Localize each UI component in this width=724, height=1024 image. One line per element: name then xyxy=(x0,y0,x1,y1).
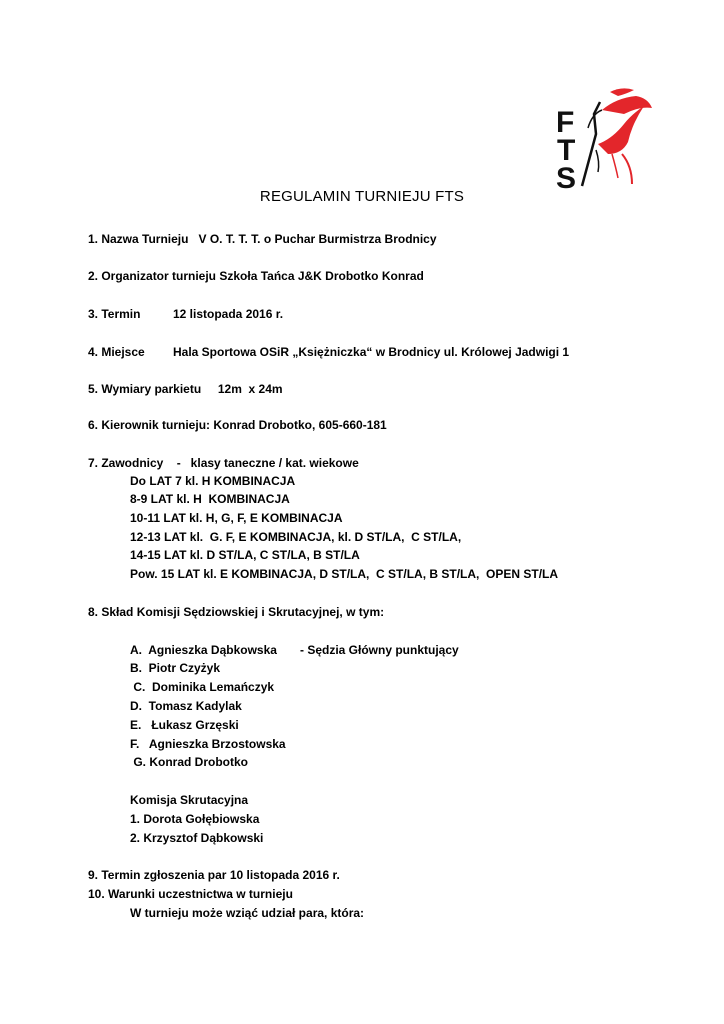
svg-text:T: T xyxy=(557,134,576,167)
item-label: 1. Nazwa Turnieju xyxy=(88,232,189,246)
class-line: 8-9 LAT kl. H KOMBINACJA xyxy=(130,492,290,506)
item-label: 3. Termin xyxy=(88,307,141,321)
class-line: 12-13 LAT kl. G. F, E KOMBINACJA, kl. D ST/LA, C ST/LA, xyxy=(130,530,462,544)
class-line: 14-15 LAT kl. D ST/LA, C ST/LA, B ST/LA xyxy=(130,548,360,562)
item-value: 12m x 24m xyxy=(217,382,283,396)
item-organizer: 2. Organizator turnieju Szkoła Tańca J&K Drobotko Konrad xyxy=(88,269,424,283)
class-line: 10-11 LAT kl. H, G, F, E KOMBINACJA xyxy=(130,511,343,525)
item-conditions-sub: W turnieju może wziąć udział para, która: xyxy=(130,906,365,920)
class-line: Do LAT 7 kl. H KOMBINACJA xyxy=(130,474,296,488)
item-floor-size xyxy=(88,380,283,398)
judge-line: F. Agnieszka Brzostowska xyxy=(130,737,286,751)
item-judges: 8. Skład Komisji Sędziowskiej i Skrutacyjnej, w tym: xyxy=(88,605,385,619)
document-title: REGULAMIN TURNIEJU FTS xyxy=(259,188,465,205)
judge-role: - Sędzia Główny punktujący xyxy=(300,643,459,657)
item-value: V O. T. T. T. o Puchar Burmistrza Brodnicy xyxy=(198,232,437,246)
judge-line: B. Piotr Czyżyk xyxy=(130,661,221,675)
judge-name: A. Agnieszka Dąbkowska xyxy=(130,643,277,657)
class-line: Pow. 15 LAT kl. E KOMBINACJA, D ST/LA, C ST/LA, B ST/LA, OPEN ST/LA xyxy=(130,567,559,581)
item-label: 4. Miejsce xyxy=(88,345,145,359)
judge-line xyxy=(130,641,459,659)
judge-line: D. Tomasz Kadylak xyxy=(130,699,242,713)
scrutiny-line: 2. Krzysztof Dąbkowski xyxy=(130,831,264,845)
item-registration-deadline: 9. Termin zgłoszenia par 10 listopada 2016 r. xyxy=(88,868,340,882)
fts-logo xyxy=(552,84,664,192)
scrutiny-title: Komisja Skrutacyjna xyxy=(130,793,249,807)
item-value: 12 listopada 2016 r. xyxy=(173,307,284,321)
svg-text:S: S xyxy=(556,162,577,192)
judge-line: G. Konrad Drobotko xyxy=(130,755,248,769)
judge-line: E. Łukasz Grzęski xyxy=(130,718,239,732)
scrutiny-line: 1. Dorota Gołębiowska xyxy=(130,812,260,826)
judge-line: C. Dominika Lemańczyk xyxy=(130,680,275,694)
item-tournament-name xyxy=(88,230,437,248)
item-competitors: 7. Zawodnicy - klasy taneczne / kat. wiekowe xyxy=(88,456,359,470)
item-date xyxy=(88,305,283,323)
svg-text:F: F xyxy=(556,106,575,139)
item-label: 5. Wymiary parkietu xyxy=(88,382,202,396)
item-conditions: 10. Warunki uczestnictwa w turnieju xyxy=(88,887,293,901)
item-venue xyxy=(88,343,569,361)
item-manager: 6. Kierownik turnieju: Konrad Drobotko, 605-660-181 xyxy=(88,418,387,432)
item-value: Hala Sportowa OSiR „Księżniczka“ w Brodnicy ul. Królowej Jadwigi 1 xyxy=(173,345,570,359)
